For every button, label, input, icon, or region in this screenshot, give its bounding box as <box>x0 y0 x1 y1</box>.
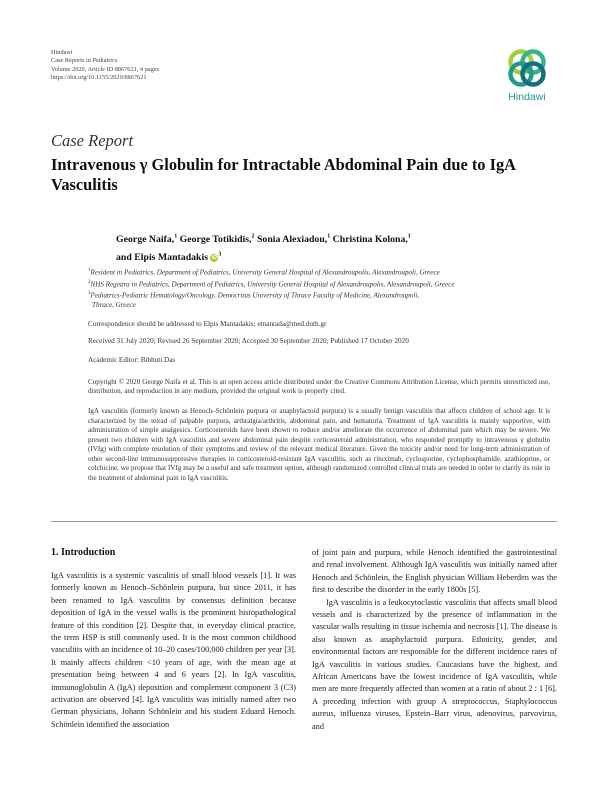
author[interactable]: Christina Kolona,$^1$ <box>332 234 411 246</box>
affiliations <box>88 266 558 310</box>
left-column <box>51 570 296 731</box>
article-type: Case Report <box>51 131 134 150</box>
author[interactable]: and Elpis Mantadakis $iD^3$ <box>116 251 222 263</box>
logo-wordmark: Hindawi <box>508 91 546 103</box>
right-column <box>312 547 557 733</box>
body-paragraph: IgA vasculitis is a leukocytoclastic vasculitis that affects small blood vessels and is characterized by the presence of inflammation in the vascular walls resulting in tissue ischemia and necrosis [1]. The disease is also known as anaphylactoid purpura. Ethnicity, gender, and environmental factors are responsible for the different incidence rates of IgA vasculitis in various studies. Caucasians have the highest, and African Americans have the lowest incidence of IgA vasculitis, while men are more frequently affected than women at a ratio of about 2 : 1 [6]. A preceding infection with group A streptococcus, Staphylococcus aureus, influenza viruses, Epstein–Barr virus, adenovirus, parvovirus, and <box>312 597 558 731</box>
body-paragraph: IgA vasculitis is a systemic vasculitis of small blood vessels [1]. It was formerly known as Henoch–Schönlein purpura, but since 2011, it has been renamed to IgA vasculitis by consensus definition because deposition of IgA in the vessel walls is the prominent histopathological feature of this condition [2]. Despite that, in everyday clinical practice, the term HSP is still commonly used. It is the most common childhood vasculitis with an incidence of 10–20 cases/100,000 children per year [3]. It mainly affects children <10 years of age, with the mean age at presentation being between 4 and 6 years [2]. In IgA vasculitis, immunoglobulin A (IgA) deposition and complement component 3 (C3) activation are observed [4]. IgA vasculitis was initially named after two German physicians, Johann Schönlein and his student Eduard Henoch. Schönlein identified the association <box>51 571 296 729</box>
affiliation-item: $^1$Resident in Pediatrics, Department of Pediatrics, University General Hospital of Alexandroupolis, Alexandroupoli, Greece <box>88 268 440 277</box>
publisher-name: Hindawi <box>51 49 73 56</box>
author[interactable]: Sonia Alexiadou,$^1$ <box>256 234 331 246</box>
affiliation-item-continued: Thrace, Greece <box>92 300 136 309</box>
hindawi-rings-icon <box>505 46 549 90</box>
section-heading: 1. Introduction <box>51 547 116 558</box>
author[interactable]: George Naifa,$^1$ <box>116 234 178 246</box>
journal-name: Case Reports in Pediatrics <box>51 57 118 65</box>
article-dates: Received 31 July 2020; Revised 26 September 2020; Accepted 30 September 2020; Published 17 October 2020 <box>88 337 409 345</box>
copyright-notice: Copyright © 2020 George Naifa et al. This is an open access article distributed under the Creative Commons Attribution License, which permits unrestricted use, distribution, and reproduction in any medium, provided the original work is properly cited. <box>88 378 550 396</box>
abstract: IgA vasculitis (formerly known as Henoch–Schönlein purpura or anaphylactoid purpura) is a usually benign vasculitis that affects children of school age. It is characterized by the tetrad of palpable purpura, arthralgia/arthritis, abdominal pain, and hematuria. Treatment of IgA vasculitis is mainly supportive, with administration of simple analgesics. Corticosteroids have been shown to reduce and/or ameliorate the occurrence of abdominal pain which may be severe. We present two children with IgA vasculitis and severe abdominal pain despite corticosteroid administration, who responded promptly to intravenous γ globulin (IVIg) with complete resolution of their symptoms and review of the relevant medical literature. Given the toxicity and/or need for long-term administration of other second-line immunosuppressive therapies in corticosteroid-resistant IgA vasculitis, such as rituximab, cyclosporine, cyclophosphamide, azathioprine, or colchicine, we propose that IVIg may be a useful and safe treatment option, although randomized controlled clinical trials are needed in order to clarify its role in the treatment of abdominal pain in IgA vasculitis. <box>88 407 550 482</box>
author[interactable]: George Totikidis,$^2$ <box>179 234 255 246</box>
orcid-icon[interactable]: iD <box>211 254 217 261</box>
journal-meta <box>51 49 159 83</box>
doi-link[interactable]: https://doi.org/10.1155/2020/8867621 <box>51 74 147 82</box>
hindawi-logo <box>498 46 556 110</box>
affiliation-item: $^3$Pediatrics-Pediatric Hematology/Oncology, Democritus University of Thrace Faculty of Medicine, Alexandroupoli, <box>88 291 420 300</box>
volume-info: Volume 2020, Article ID 8867621, 4 pages <box>51 65 159 73</box>
academic-editor: Academic Editor: Bibhuti Das <box>88 356 176 364</box>
author-list <box>116 230 556 265</box>
correspondence: Correspondence should be addressed to Elpis Mantadakis; emantada@med.duth.gr <box>88 320 327 328</box>
divider <box>51 521 557 522</box>
affiliation-item: $^2$NHS Registra in Pediatrics, Department of Pediatrics, University General Hospital of Alexandroupolis, Alexandroupoli, Greece <box>88 279 455 288</box>
body-paragraph: of joint pain and purpura, while Henoch identified the gastrointestinal and renal involvement. Although IgA vasculitis was initially named after Henoch and Schönlein, the English physician William Heberden was the first to describe the disorder in the early 1800s [5]. <box>312 548 557 595</box>
article-title: Intravenous γ Globulin for Intractable Abdominal Pain due to IgA Vasculitis <box>51 155 516 194</box>
